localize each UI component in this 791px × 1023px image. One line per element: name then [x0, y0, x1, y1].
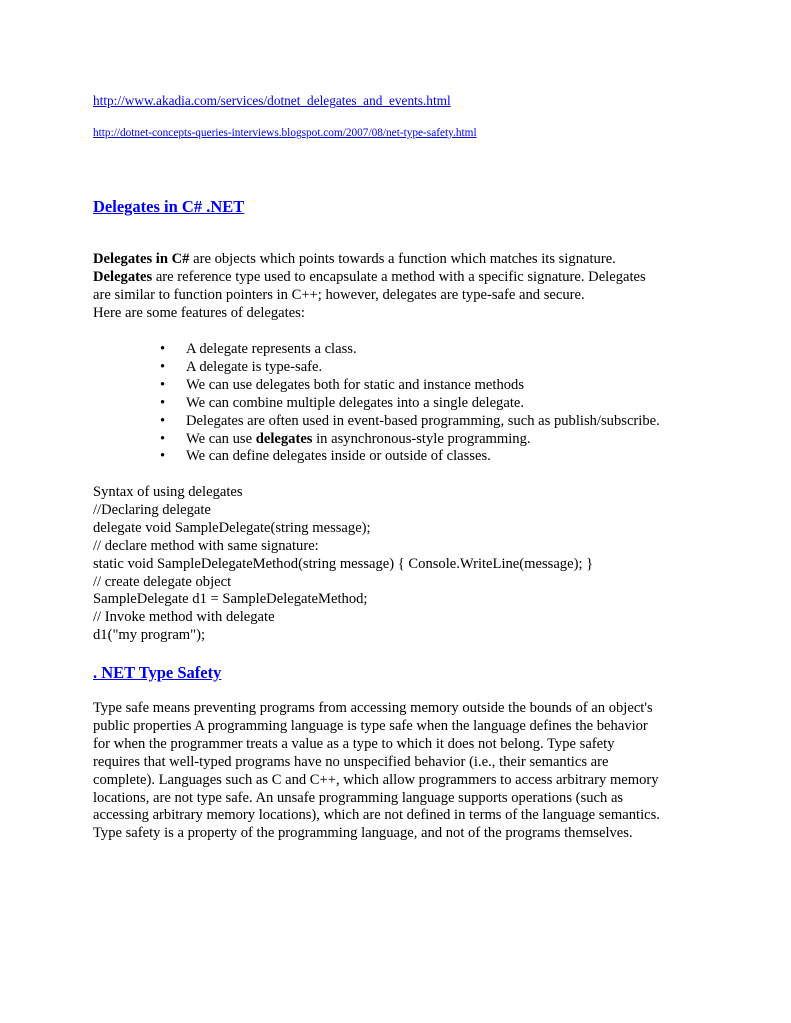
delegate-features-list [160, 341, 660, 466]
intro-line-1: Delegates in C# are objects which points towards a function which matches its signature. [93, 251, 616, 267]
paragraph-line: requires that well-typed programs have no unspecified behavior (i.e., their semantics are [93, 753, 609, 770]
list-item: • A delegate represents a class. [160, 341, 357, 357]
paragraph-line: Type safety is a property of the programming language, and not of the programs themselves. [93, 825, 633, 842]
paragraph-line: complete). Languages such as C and C++, which allow programmers to access arbitrary memory [93, 771, 659, 788]
list-item: • Delegates are often used in event-based programming, such as publish/subscribe. [160, 412, 660, 429]
code-line: delegate void SampleDelegate(string message); [93, 519, 371, 536]
code-line: SampleDelegate d1 = SampleDelegateMethod; [93, 591, 368, 608]
bullet-icon: • [160, 430, 166, 447]
intro-line-2: Delegates are reference type used to encapsulate a method with a specific signature. Delegates [93, 268, 646, 285]
paragraph-line: Type safe means preventing programs from accessing memory outside the bounds of an object's [93, 700, 653, 716]
code-line: //Declaring delegate [93, 501, 211, 518]
paragraph-line: public properties A programming language is type safe when the language defines the behavior [93, 717, 648, 734]
code-line: // Invoke method with delegate [93, 609, 275, 626]
bullet-icon: • [160, 412, 166, 429]
delegates-intro-paragraph [93, 251, 713, 323]
paragraph-line: locations, are not type safe. An unsafe programming language supports operations (such as [93, 789, 624, 806]
reference-link-akadia[interactable]: http://www.akadia.com/services/dotnet_delegates_and_events.html [93, 93, 451, 108]
heading-type-safety[interactable]: . NET Type Safety [93, 663, 222, 682]
intro-line-3: are similar to function pointers in C++; however, delegates are type-safe and secure. [93, 286, 585, 303]
delegate-syntax-block [93, 484, 593, 645]
list-item: • We can combine multiple delegates into a single delegate. [160, 394, 525, 411]
list-item: • We can use delegates both for static and instance methods [160, 376, 525, 393]
bullet-icon: • [160, 394, 166, 411]
intro-line-4: Here are some features of delegates: [93, 304, 305, 321]
paragraph-line: for when the programmer treats a value as a type to which it does not belong. Type safety [93, 735, 615, 752]
bullet-icon: • [160, 376, 166, 393]
type-safety-paragraph [93, 700, 713, 843]
code-line: d1("my program"); [93, 627, 206, 644]
reference-link-blogspot[interactable]: http://dotnet-concepts-queries-interviews.blogspot.com/2007/08/net-type-safety.html [93, 127, 477, 139]
bullet-icon: • [160, 448, 166, 465]
heading-delegates[interactable]: Delegates in C# .NET [93, 197, 245, 216]
bullet-icon: • [160, 341, 166, 357]
list-item: • We can define delegates inside or outside of classes. [160, 448, 491, 465]
paragraph-line: accessing arbitrary memory locations), which are not defined in terms of the language semantics. [93, 807, 660, 824]
list-item: • A delegate is type-safe. [160, 358, 323, 375]
code-line: // create delegate object [93, 573, 232, 590]
code-line: static void SampleDelegateMethod(string message) { Console.WriteLine(message); } [93, 555, 594, 572]
bullet-icon: • [160, 358, 166, 375]
code-line: // declare method with same signature: [93, 537, 319, 554]
code-line: Syntax of using delegates [93, 484, 243, 500]
list-item: • We can use delegates in asynchronous-style programming. [160, 430, 531, 447]
